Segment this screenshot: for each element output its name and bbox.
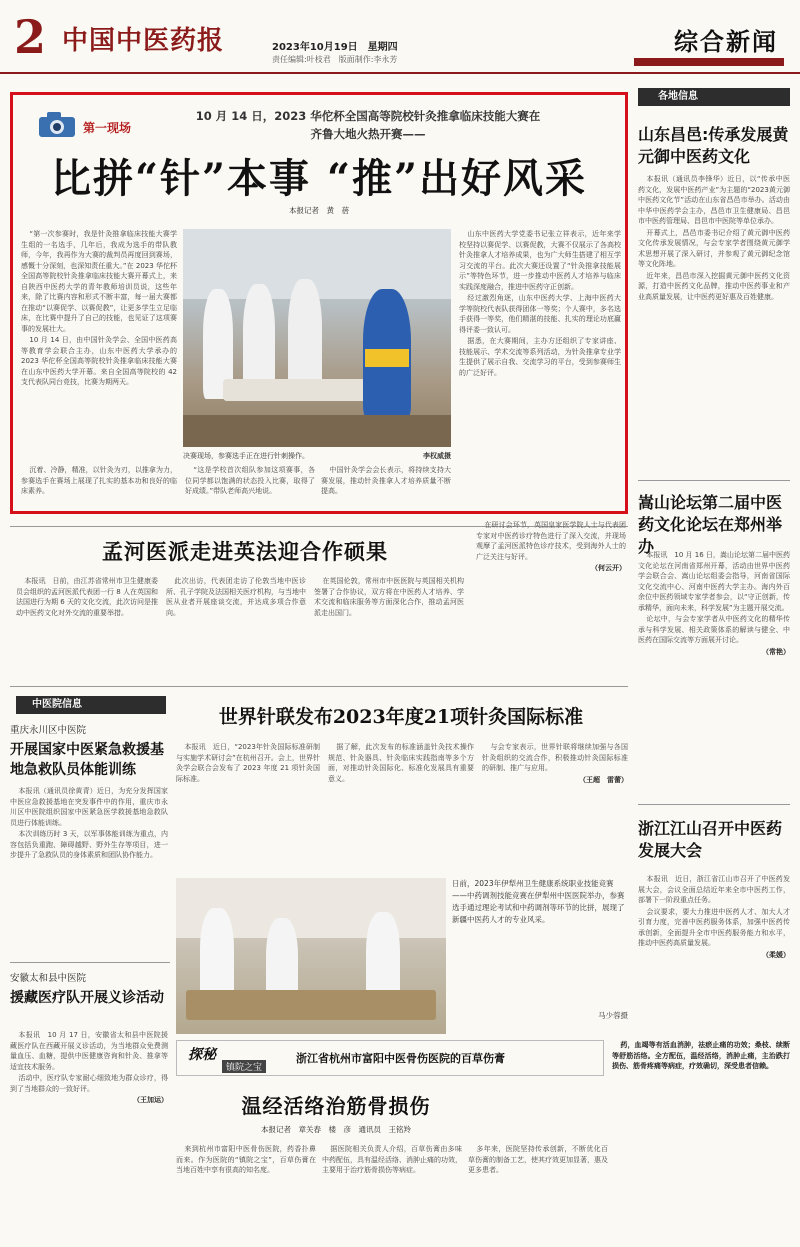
- feature-deck: 10 月 14 日，2023 华佗杯全国高等院校针灸推拿临床技能大赛在齐鲁大地火热开赛——: [195, 109, 541, 141]
- paragraph: 据医院相关负责人介绍，百草伤膏由多味中药配伍，具有温经活络、消肿止痛的功效，主要用于治疗筋骨损伤等病症。: [322, 1145, 462, 1174]
- contest-caption: 日前，2023年伊犁州卫生健康系统职业技能竞赛——中药调剂技能竞赛在伊犁州中医医院举办，参赛选手通过理论考试和中药调剂等环节的比拼，展现了新疆中医药人才的专业风采。: [452, 879, 625, 924]
- article-byline: 本报记者 章关春 楼 彦 通讯员 王铭羚: [261, 1125, 411, 1134]
- article-column: [166, 576, 306, 676]
- paragraph: 本报讯 近日，“2023年针灸国际标准研制与实施学术研讨会”在杭州召开。会上，世界针灸学会联合会发布了 2023 年度 21 项针灸国际标准。: [176, 743, 320, 783]
- author-sign: （王超 雷蕾）: [579, 775, 628, 784]
- article-body: [638, 550, 790, 800]
- section-label: 中医院信息: [16, 696, 166, 714]
- paragraph: 在英国伦敦，常州市中医医院与英国相关机构签署了合作协议，双方将在中医药人才培养、学术交流和临床服务等方面深化合作，推动孟河医派走出国门。: [314, 577, 464, 617]
- author-sign: （柔媛）: [762, 950, 790, 959]
- article-headline: 世界针联发布2023年度21项针灸国际标准: [218, 706, 584, 728]
- feature-bottom-2: [185, 465, 315, 507]
- paragraph: 中国针灸学会会长表示，将持续支持大赛发展，推动针灸推拿人才培养质量不断提高。: [321, 466, 451, 495]
- section-name: 综合新闻: [674, 28, 778, 56]
- paragraph: 据悉，在大赛期间，主办方还组织了专家讲座、技能展示、学术交流等系列活动，为针灸推拿专业学生提供了展示自我、交流学习的平台，受到参赛师生的广泛好评。: [459, 337, 621, 377]
- paragraph: 本报讯 日前，由江苏省常州市卫生健康委员会组织的孟河医派代表团一行 8 人在英国和法国进行为期 6 天的文化交流，此次访问是推动中医药文化对外交流的重要举措。: [16, 577, 158, 617]
- article-column: [176, 1144, 316, 1242]
- feature-photo-caption: [183, 451, 451, 461]
- article-subtitle: 安徽太和县中医院: [10, 973, 87, 984]
- feature-column-1: [21, 229, 177, 443]
- article-column: [328, 742, 474, 870]
- paragraph: 本报讯 近日，浙江省江山市召开了中医药发展大会，会议全面总结近年来全市中医药工作，部署下一阶段重点任务。: [638, 875, 790, 904]
- paragraph: 本报讯（通讯员徐黄青）近日，为充分发挥国家中医应急救援基地在突发事件中的作用，重庆市永川区中医院组织国家中医紧急医学救援基地急救队员进行体能训练。: [10, 787, 168, 827]
- feature-headline: 比拼“针”本事 “推”出好风采: [51, 155, 587, 202]
- paragraph: 药，血竭等有活血消肿，祛瘀止痛的功效；桑枝、续断等舒筋活络。全方配伍，温经活络，消肿止痛，主治跌打损伤、筋骨疼痛等病症，疗效确切，深受患者信赖。: [612, 1041, 790, 1070]
- paragraph: 在研讨会环节，英国皇家医学院人士与代表团专家对中医药诊疗特色进行了深入交流，并现场观摩了孟河医派特色诊疗技术，受到海外人士的广泛关注与好评。: [476, 521, 626, 561]
- article-headline: 温经活络治筋骨损伤: [241, 1094, 431, 1118]
- paragraph: 来到杭州市富阳中医骨伤医院，药香扑鼻而来。作为医院的“镇院之宝”，百草伤膏在当地百姓中享有很高的知名度。: [176, 1145, 316, 1174]
- paragraph: 多年来，医院坚持传承创新，不断优化百草伤膏的制备工艺，使其疗效更加显著，惠及更多患者。: [468, 1145, 608, 1174]
- masthead: [0, 0, 800, 74]
- paragraph: 本次训练历时 3 天，以军事体能训练为重点，内容包括负重跑、障碍越野、野外生存等项目，进一步提升了急救队员的身体素质和团队协作能力。: [10, 830, 168, 859]
- paragraph: 活动中，医疗队专家耐心细致地为群众诊疗，得到了当地群众的一致好评。: [10, 1074, 168, 1093]
- paragraph: “这是学校首次组队参加这项赛事，各位同学都以饱满的状态投入比赛，取得了好成绩。”带队老师高兴地说。: [185, 466, 315, 495]
- article-title: 嵩山论坛第二届中医药文化论坛在郑州举办: [638, 493, 783, 556]
- paragraph: 此次出访，代表团走访了伦敦当地中医诊所、孔子学院及法国相关医疗机构，与当地中医从业者开展座谈交流，并达成多项合作意向。: [166, 577, 306, 617]
- article-title: 开展国家中医紧急救援基地急救队员体能训练: [10, 742, 164, 778]
- article-column: [16, 576, 158, 676]
- article-column: [176, 742, 320, 870]
- article-column: [476, 520, 626, 670]
- paragraph: 本报讯 10 月 17 日，安徽省太和县中医院援藏医疗队在西藏开展义诊活动，为当地群众免费测量血压、血糖，提供中医健康咨询和针灸、推拿等适宜技术服务。: [10, 1031, 168, 1071]
- paragraph: 本报讯（通讯员李锋华）近日，以“传承中医药文化，发展中医药产业”为主题的“2023黄元御中医药文化节”活动在山东省昌邑市举办。活动由中华中医药学会主办，昌邑市卫生健康局、昌邑市中医药管理局、昌邑市中医院等单位承办。: [638, 175, 790, 225]
- article-body: [638, 174, 790, 474]
- paragraph: “第一次参赛时，我是针灸推拿临床技能大赛学生组的一名选手，几年后，我成为选手的带队教师，今年，我再作为大赛的裁判员再度回到赛场，感慨十分深刻，也深知责任重大。”在 2023 华佗杯全国高等院校针灸推拿临床技能大赛开幕式上，来自陕西中医药大学的青年教师培训员说，这些年来，除了比赛内容和形式不断丰富，每一届大赛都在推动“以赛促学、以赛促教”，让更多学生立足临床，在比赛中提升了自己的技能，也见证了这项赛事的发展壮大。: [21, 230, 177, 333]
- article-title: 浙江江山召开中医药发展大会: [638, 819, 783, 860]
- feature-photo: [183, 229, 451, 447]
- article-column: [322, 1144, 462, 1242]
- article-headline: 孟河医派走进英法迎合作硕果: [102, 539, 388, 564]
- paragraph: 会议要求，要大力推进中医药人才、加大人才引育力度，完善中医药服务体系，加强中医药传承创新，全面提升全市中医药服务能力和水平，推动中医药高质量发展。: [638, 907, 790, 947]
- article-subtitle: 重庆永川区中医院: [10, 725, 87, 736]
- paragraph: 经过激烈角逐，山东中医药大学、上海中医药大学等院校代表队获得团体一等奖；个人赛中，多名选手获得一等奖，他们精湛的技能、扎实的理论功底赢得评委一致认可。: [459, 294, 621, 334]
- photo-credit: 李权威摄: [423, 452, 451, 460]
- paragraph: 与会专家表示，世界针联将继续加强与各国针灸组织的交流合作，积极推动针灸国际标准的研制、推广与应用。: [482, 743, 628, 772]
- article-sidebar: [612, 1040, 790, 1240]
- contest-photo: [176, 878, 446, 1034]
- author-sign: （何云开）: [591, 564, 626, 572]
- article-body: [10, 1030, 168, 1236]
- camera-icon: [37, 107, 79, 141]
- paper-name: 中国中医药报: [62, 26, 225, 56]
- article-title: 援藏医疗队开展义诊活动: [10, 990, 164, 1006]
- article-column: [314, 576, 464, 676]
- paragraph: 论坛中，与会专家学者从中医药文化的精华传承与科学发展、相关政策体系的解读与健全、中医药在国际交流等方面展开讨论。: [638, 615, 790, 644]
- section-bar: [634, 58, 784, 66]
- feature-column-4: [459, 229, 621, 507]
- feature-bottom-3: [321, 465, 451, 507]
- caption-text: 决赛现场，参赛选手正在进行针刺操作。: [183, 452, 309, 460]
- feature-bottom-1: [21, 465, 177, 507]
- date-line: 2023年10月19日 星期四: [272, 42, 398, 53]
- feature-article: [10, 92, 628, 514]
- paragraph: 10 月 14 日，由中国针灸学会、全国中医药高等教育学会联合主办，山东中医药大学承办的 2023 华佗杯全国高等院校针灸推拿临床技能大赛在山东中医药大学开幕。来自全国高等院校的 42 支代表队同台竞技，比赛为期两天。: [21, 336, 177, 386]
- photo-credit: 马少蓉摄: [598, 1011, 628, 1020]
- section-label: 各地信息: [638, 88, 790, 106]
- paragraph: 开幕式上，昌邑市委书记介绍了黄元御中医药文化传承发展情况，与会专家学者围绕黄元御学术思想开展了深入研讨，并参观了黄元御纪念馆等文化阵地。: [638, 228, 790, 268]
- paragraph: 沉着、冷静，精准，以针灸为刃，以推拿为力，参赛选手在赛场上展现了扎实的基本功和良好的临床素养。: [21, 466, 177, 495]
- author-sign: （王加运）: [133, 1096, 168, 1104]
- paragraph: 山东中医药大学党委书记张立祥表示，近年来学校坚持以赛促学、以赛促教，大赛不仅展示了各高校针灸推拿人才培养成果，也为广大师生搭建了相互学习交流的平台。此次大赛还设置了“针灸推拿技能展示”等特色环节，进一步推动中医药人才培养与临床实践深度融合，推进中医药守正创新。: [459, 230, 621, 291]
- paragraph: 本报讯 10 月 16 日，嵩山论坛第二届中医药文化论坛在河南省郑州开幕，活动由世界中医药学会联合会、嵩山论坛组委会指导，河南省国际文化交流中心、河南中医药大学主办。海内外百余位中医药领域专家学者参会，以“守正创新，传承精华，面向未来，科学发展”为主题开展交流。: [638, 551, 790, 612]
- paragraph: 据了解，此次发布的标准涵盖针灸技术操作规范、针灸器具、针灸临床实践指南等多个方面，对推动针灸国际化、标准化发展具有重要意义。: [328, 743, 474, 783]
- article-title: 山东昌邑:传承发展黄元御中医药文化: [638, 125, 789, 166]
- author-sign: （常艳）: [762, 647, 790, 656]
- article-column: [482, 742, 628, 870]
- article-body: [10, 786, 168, 936]
- column-kicker: 探秘: [188, 1047, 216, 1063]
- feature-kicker: 第一现场: [83, 121, 132, 135]
- column-sub: 镇院之宝: [222, 1060, 266, 1073]
- page-number: 2: [14, 10, 47, 64]
- column-line: 浙江省杭州市富阳中医骨伤医院的百草伤膏: [296, 1052, 505, 1065]
- article-column: [468, 1144, 608, 1242]
- editor-line: 责任编辑:叶枝君 版面制作:李永芳: [272, 55, 398, 64]
- feature-byline: 本报记者 黄 蓓: [289, 206, 349, 215]
- paragraph: 近年来，昌邑市深入挖掘黄元御中医药文化资源，打造中医药文化品牌，推动中医药事业和产业高质量发展，让中医药更好惠及百姓健康。: [638, 271, 790, 301]
